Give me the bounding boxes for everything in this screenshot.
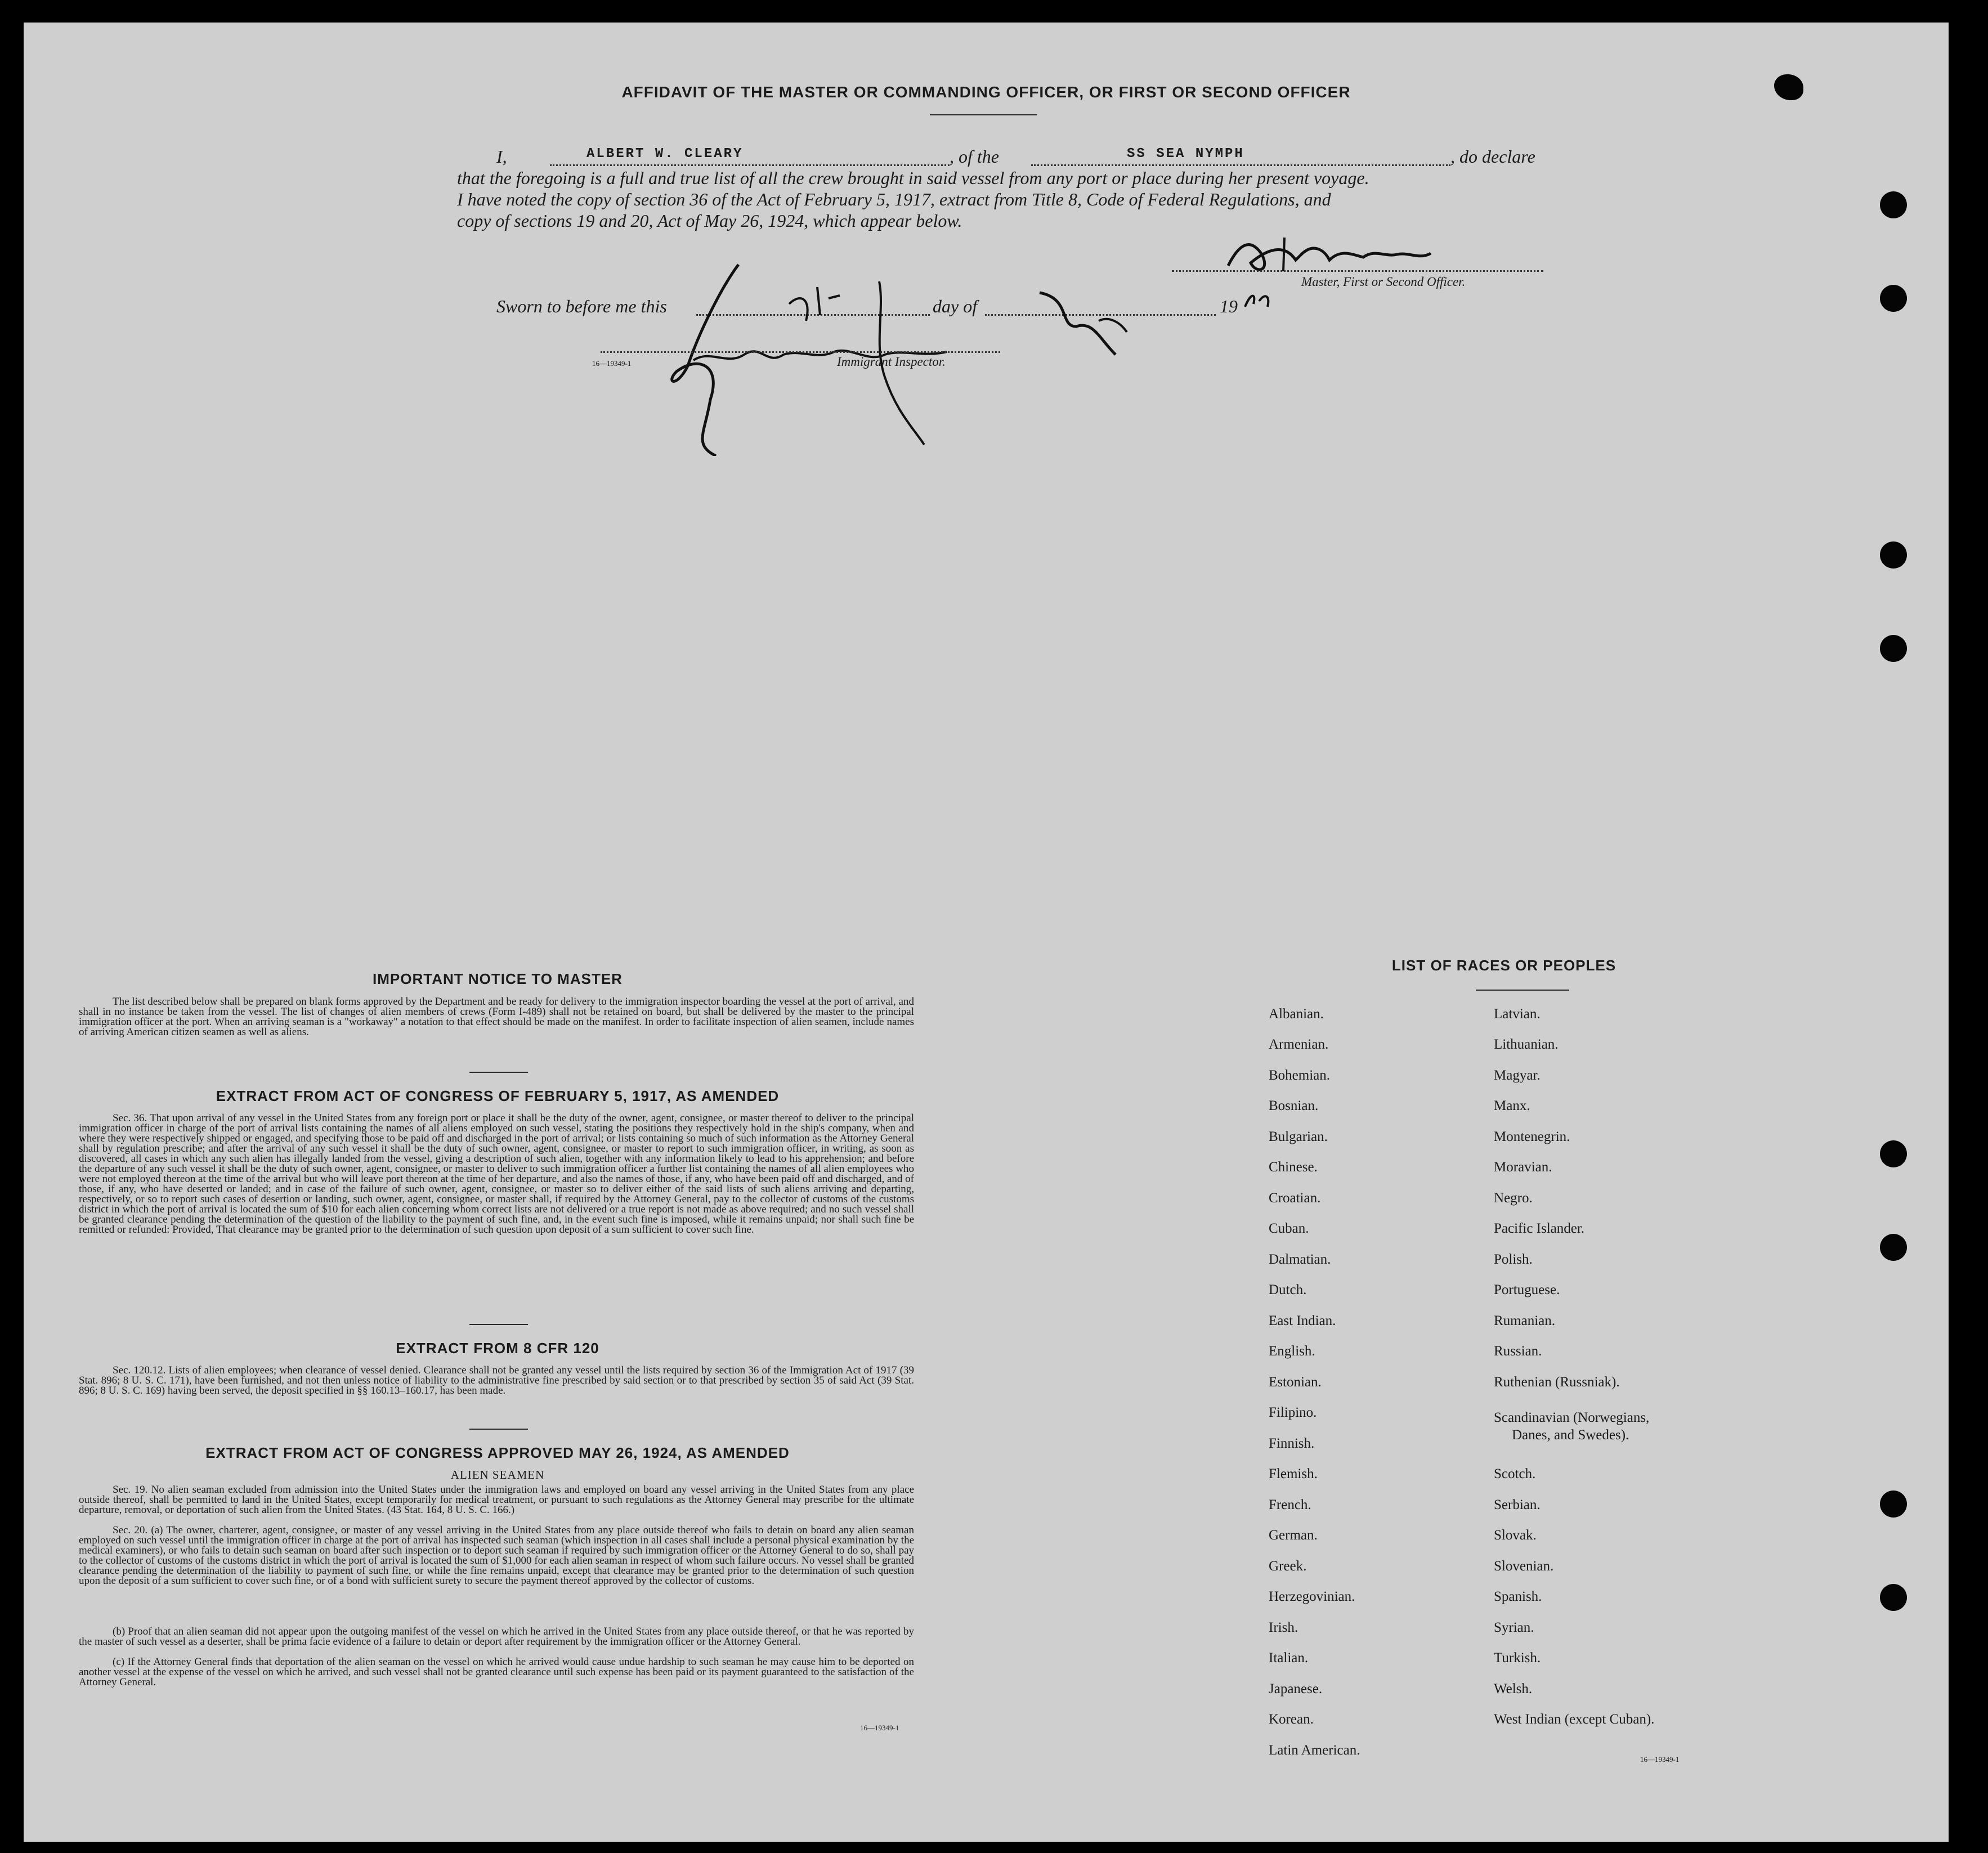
punch-hole-icon: [1880, 1234, 1907, 1261]
race-item: Bosnian.: [1269, 1098, 1319, 1113]
race-item: East Indian.: [1269, 1313, 1336, 1328]
race-item: Slovenian.: [1494, 1559, 1554, 1574]
extract-1924-subtitle: ALIEN SEAMEN: [450, 1468, 545, 1481]
race-item: Dalmatian.: [1269, 1252, 1331, 1267]
edge-shadow: [1949, 0, 1988, 1853]
race-item: Moravian.: [1494, 1160, 1552, 1175]
race-item: Lithuanian.: [1494, 1037, 1559, 1052]
race-item: English.: [1269, 1344, 1315, 1359]
vessel-name-field[interactable]: SS SEA NYMPH: [1127, 146, 1244, 162]
master-name-field[interactable]: ALBERT W. CLEARY: [586, 146, 744, 162]
name-field-line: [550, 164, 950, 166]
extract-cfr-text: Sec. 120.12. Lists of alien employees; when clearance of vessel denied. Clearance shall not be granted any vessel until the lists required by section 36 of the Immigration Act of 1917 (39 Stat. 896; 8 U. S. C. 171), have been furnished, and not then unless notice of liability to the administrative fine prescribed by said section or to that prescribed by section 35 of said Act (39 Stat. 896; 8 U. S. C. 169) having been served, the deposit specified in §§ 160.13–160.17, has been made.: [79, 1364, 914, 1397]
year-handwriting: [1242, 287, 1276, 310]
race-item: Syrian.: [1494, 1620, 1534, 1635]
race-item: Ruthenian (Russniak).: [1494, 1375, 1620, 1390]
sworn-label: Sworn to before me this: [496, 296, 667, 316]
race-item: Slovak.: [1494, 1528, 1537, 1543]
race-item: Greek.: [1269, 1559, 1307, 1574]
extract-1924-title: EXTRACT FROM ACT OF CONGRESS APPROVED MAY 26, 1924, AS AMENDED: [205, 1444, 790, 1461]
race-item: Albanian.: [1269, 1006, 1324, 1022]
race-item: Italian.: [1269, 1650, 1309, 1666]
punch-hole-icon: [1880, 1491, 1907, 1518]
extract-1917-title: EXTRACT FROM ACT OF CONGRESS OF FEBRUARY 5, 1917, AS AMENDED: [216, 1087, 780, 1104]
notice-text: The list described below shall be prepared on blank forms approved by the Department and be ready for delivery to the immigration inspector boarding the vessel at the port of arrival, and shall in no instance be taken from the vessel. The list of changes of alien members of crews (Form I-489) shall not be retained on board, but shall be delivered by the master to the principal immigration officer at the port. When an arriving seaman is a "workaway" a notation to that effect should be made on the manifest. In order to facilitate inspection of alien seamen, include names of arriving American citizen seamen as well as aliens.: [79, 996, 914, 1038]
title-underline: [930, 114, 1037, 115]
race-item-continuation: Danes, and Swedes).: [1512, 1427, 1629, 1443]
form-page: [24, 23, 1949, 1842]
extract-1924-sec20a: Sec. 20. (a) The owner, charterer, agent, consignee, or master of any vessel arriving in the United States from any place outside thereof who fails to detain on board any alien seaman employed on such vessel until the immigration officer in charge at the port of arrival has inspected such seaman (which inspection in all cases shall include a personal physical examination by the medical examiners), or who fails to detain such seaman on board after such inspection or to deport such seaman if required by such immigration officer or the Attorney General to do so, shall pay to the collector of customs of the customs district in which the port of arrival is located the sum of $1,000 for each alien seaman in respect of whom such failure occurs. No vessel shall be granted clearance pending the determination of the liability to payment of such fine, or while the fine remains unpaid, except that clearance may be granted prior to the determination of such question upon the deposit of a sum sufficient to cover such fine, or of a bond with sufficient surety to secure the payment thereof approved by the collector of customs.: [79, 1524, 914, 1587]
punch-hole-icon: [1880, 541, 1907, 569]
affidavit-line-4: copy of sections 19 and 20, Act of May 26, 1924, which appear below.: [457, 211, 962, 231]
race-item: Dutch.: [1269, 1282, 1307, 1297]
extract-form-number: 16—19349-1: [860, 1724, 899, 1732]
race-item: Bohemian.: [1269, 1068, 1331, 1083]
affidavit-form-number: 16—19349-1: [592, 359, 632, 368]
race-item: Armenian.: [1269, 1037, 1329, 1052]
notice-title: IMPORTANT NOTICE TO MASTER: [373, 970, 623, 987]
race-item: Polish.: [1494, 1252, 1533, 1267]
race-item: Chinese.: [1269, 1160, 1318, 1175]
punch-hole-icon: [1880, 285, 1907, 312]
race-item: Filipino.: [1269, 1405, 1317, 1420]
affidavit-title: AFFIDAVIT OF THE MASTER OR COMMANDING OFFICER, OR FIRST OR SECOND OFFICER: [621, 83, 1351, 101]
race-item: Serbian.: [1494, 1497, 1541, 1512]
extract-1924-sec20b: (b) Proof that an alien seaman did not appear upon the outgoing manifest of the vessel on which he arrived in the United States from any place outside thereof, or that he was reported by the master of such vessel as a deserter, shall be prima facie evidence of a failure to detain or deport after requirement by the immigration officer or the Attorney General.: [79, 1626, 914, 1648]
races-divider: [1476, 990, 1569, 991]
race-item: Japanese.: [1269, 1681, 1323, 1697]
extract-1924-sec20c: (c) If the Attorney General finds that deportation of the alien seaman on the vessel on which he arrived would cause undue hardship to such seaman he may cause him to be deported on another vessel at the expense of the vessel on which he arrived, and such vessel shall not be granted clearance until such expense has been paid or its payment guaranteed to the satisfaction of the Attorney General.: [79, 1656, 914, 1688]
race-item: Flemish.: [1269, 1466, 1318, 1481]
race-item: West Indian (except Cuban).: [1494, 1712, 1655, 1727]
race-item: Spanish.: [1494, 1589, 1542, 1604]
year-label: [1220, 295, 1238, 317]
race-item: Portuguese.: [1494, 1282, 1560, 1297]
punch-hole-icon: [1880, 191, 1907, 218]
master-caption: Master, First or Second Officer.: [1301, 275, 1466, 289]
notice-divider: [469, 1072, 528, 1073]
affidavit-line-2: that the foregoing is a full and true list of all the crew brought in said vessel from any port or place during her present voyage.: [457, 168, 1369, 188]
word-i: I,: [496, 146, 507, 167]
race-item: German.: [1269, 1528, 1318, 1543]
race-item: Rumanian.: [1494, 1313, 1556, 1328]
race-item: Herzegovinian.: [1269, 1589, 1355, 1604]
race-item: Irish.: [1269, 1620, 1299, 1635]
vessel-field-line: [1031, 164, 1450, 166]
race-item: French.: [1269, 1497, 1311, 1512]
day-of-label: day of: [933, 296, 978, 316]
punch-hole-icon: [1880, 1140, 1907, 1167]
year-prefix: 19: [1220, 296, 1238, 316]
race-item: Montenegrin.: [1494, 1129, 1570, 1144]
master-signature-line: [1172, 270, 1543, 272]
extract-cfr-divider: [469, 1429, 528, 1430]
extract-1917-divider: [469, 1324, 528, 1325]
of-the-label: , of the: [950, 146, 999, 167]
race-item: Cuban.: [1269, 1221, 1309, 1236]
affidavit-line-1: [496, 145, 507, 168]
race-item: Turkish.: [1494, 1650, 1541, 1666]
punch-hole-icon: [1880, 1584, 1907, 1611]
race-item: Manx.: [1494, 1098, 1530, 1113]
inspector-caption: Immigrant Inspector.: [837, 355, 946, 369]
race-item: Pacific Islander.: [1494, 1221, 1585, 1236]
race-item: Latin American.: [1269, 1743, 1360, 1758]
race-item: Latvian.: [1494, 1006, 1541, 1022]
extract-1924-sec19: Sec. 19. No alien seaman excluded from admission into the United States under the immigration laws and employed on board any vessel arriving in the United States from any place outside thereof, shall be permitted to land in the United States, except temporarily for medical treatment, or pursuant to such regulations as the Attorney General may prescribe for the ultimate departure, removal, or deportation of such alien from the United States. (43 Stat. 164, 8 U. S. C. 166.): [79, 1484, 914, 1516]
race-item: Finnish.: [1269, 1436, 1315, 1451]
do-declare-label: , do declare: [1450, 146, 1535, 167]
race-item: Scotch.: [1494, 1466, 1536, 1481]
inspector-signature-line: [601, 351, 1000, 353]
races-title: LIST OF RACES OR PEOPLES: [1391, 957, 1617, 974]
race-item: Russian.: [1494, 1344, 1542, 1359]
affidavit-line-3: I have noted the copy of section 36 of the Act of February 5, 1917, extract from Title 8, Code of Federal Regulations, and: [457, 189, 1331, 209]
race-item: Croatian.: [1269, 1190, 1321, 1206]
punch-hole-icon: [1880, 635, 1907, 662]
race-item: Magyar.: [1494, 1068, 1541, 1083]
race-item: Estonian.: [1269, 1375, 1322, 1390]
races-form-number: 16—19349-1: [1640, 1755, 1680, 1764]
race-item: Negro.: [1494, 1190, 1533, 1206]
inspector-signature: [632, 242, 1138, 456]
race-item: Bulgarian.: [1269, 1129, 1328, 1144]
race-item: Korean.: [1269, 1712, 1314, 1727]
race-item: Welsh.: [1494, 1681, 1533, 1697]
extract-cfr-title: EXTRACT FROM 8 CFR 120: [396, 1340, 599, 1357]
extract-1917-text: Sec. 36. That upon arrival of any vessel in the United States from any foreign port or place it shall be the duty of the owner, agent, consignee, or master thereof to deliver to the principal immigration officer in charge of the port of arrival lists containing the names of all aliens employed on such vessel, stating the positions they respectively hold in the ship's company, when and where they were respectively shipped or engaged, and specifying those to be paid off and discharged in the port of arrival; or lists containing so much of such information as the Attorney General shall by regulation prescribe; and after the arrival of any such vessel it shall be the duty of such owner, agent, consignee, or master to report to such immigration officer, in writing, as soon as discovered, all cases in which any such alien has illegally landed from the vessel, giving a description of such alien, together with any information likely to lead to his apprehension; and before the departure of any such vessel it shall be the duty of such owner, agent, consignee, or master to deliver to such immigration officer a further list containing the names of all alien employees who were not employed thereon at the time of the arrival but who will leave port thereon at the time of her departure, and also the names of those, if any, who have been paid off and discharged, and of those, if any, who have deserted or landed; and in case of the failure of such owner, agent, consignee, or master so to deliver either of the said lists of such aliens arriving and departing, respectively, or so to report such cases of desertion or landing, such owner, agent, consignee, or master shall, if required by the Attorney General, pay to the collector of customs of the customs district in which the port of arrival is located the sum of $10 for each alien concerning whom correct lists are not delivered or a true report is not made as above required; and no such vessel shall be granted clearance pending the determination of the question of the liability to the payment of such fine, and, in the event such fine is imposed, while it remains unpaid; nor shall such fine be remitted or refunded: Provided, That clearance may be granted prior to the determination of such question upon deposit of a sum sufficient to cover such fine.: [79, 1112, 914, 1236]
race-item: Scandinavian (Norwegians,: [1494, 1410, 1650, 1425]
